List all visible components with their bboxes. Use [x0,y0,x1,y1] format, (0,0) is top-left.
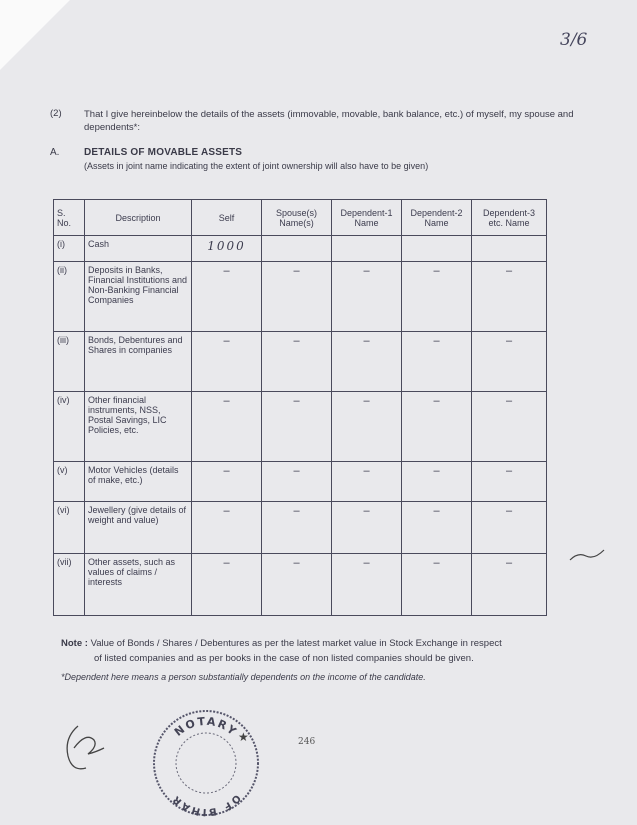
row-spouse-value: – [262,392,332,462]
note-label: Note : [61,638,88,649]
table-row [54,462,547,502]
intro-text: That I give hereinbelow the details of the assets (immovable, movable, bank balance, etc.) of myself, my spouse and dependents*: [84,109,574,133]
folded-corner [0,0,70,70]
header-dependent-2: Dependent-2 Name [402,200,472,236]
page-mark: 246 [298,737,316,747]
seal-bottom-text: OF BIHAR [169,792,243,818]
row-dep3-value [472,236,547,262]
header-dependent-1: Dependent-1 Name [332,200,402,236]
section-letter: A. [50,147,60,158]
table-row [54,392,547,462]
seal-star-icon: ★ [238,730,249,744]
row-dep2-value: – [402,262,472,332]
svg-text:NOTARY [172,715,240,739]
header-dependent-3: Dependent-3 etc. Name [472,200,547,236]
row-self-value: – [192,502,262,554]
seal-top-text: NOTARY [172,714,241,739]
intro-number: (2) [50,108,62,119]
row-dep3-value: – [472,262,547,332]
row-description: Deposits in Banks, Financial Institutions and Non-Banking Financial Companies [85,262,192,332]
dependent-definition: *Dependent here means a person substantially dependents on the income of the candidate. [61,672,426,682]
row-sno: (i) [54,236,85,262]
row-sno: (v) [54,462,85,502]
row-description: Jewellery (give details of weight and value) [85,502,192,554]
row-description: Bonds, Debentures and Shares in companies [85,332,192,392]
row-dep2-value [402,236,472,262]
row-dep2-value: – [402,502,472,554]
section-subtitle: (Assets in joint name indicating the extent of joint ownership will also have to be given) [84,161,429,171]
signature-icon [60,718,110,778]
row-self-value: 1000 [192,236,262,262]
row-dep1-value: – [332,332,402,392]
row-description: Motor Vehicles (details of make, etc.) [85,462,192,502]
row-sno: (vi) [54,502,85,554]
page-number: 3/6 [560,30,588,50]
table-row [54,262,547,332]
row-spouse-value: – [262,554,332,616]
row-dep3-value: – [472,502,547,554]
table-row [54,236,547,262]
row-self-value: – [192,462,262,502]
row-spouse-value [262,236,332,262]
row-dep1-value: – [332,502,402,554]
row-dep3-value: – [472,462,547,502]
section-title: DETAILS OF MOVABLE ASSETS [84,147,243,158]
svg-text:OF BIHAR [170,792,242,817]
note-line-1: Value of Bonds / Shares / Debentures as per the latest market value in Stock Exchange in respect [90,638,502,649]
row-spouse-value: – [262,332,332,392]
row-dep1-value: – [332,554,402,616]
row-self-value: – [192,262,262,332]
row-dep1-value: – [332,392,402,462]
row-dep2-value: – [402,332,472,392]
row-dep1-value: – [332,462,402,502]
row-sno: (vii) [54,554,85,616]
note-line-2: of listed companies and as per books in the case of non listed companies should be given. [94,653,474,664]
valuation-note [61,636,561,666]
row-spouse-value: – [262,462,332,502]
row-dep2-value: – [402,392,472,462]
header-spouse: Spouse(s) Name(s) [262,200,332,236]
row-description: Cash [85,236,192,262]
row-dep3-value: – [472,332,547,392]
header-self: Self [192,200,262,236]
row-description: Other assets, such as values of claims / interests [85,554,192,616]
row-self-value: – [192,392,262,462]
header-sno: S. No. [54,200,85,236]
header-description: Description [85,200,192,236]
row-dep1-value: – [332,262,402,332]
table-row [54,502,547,554]
row-sno: (iv) [54,392,85,462]
handwritten-tick-icon [568,546,606,566]
row-dep3-value: – [472,554,547,616]
table-row [54,332,547,392]
notary-seal-icon [150,707,262,819]
row-spouse-value: – [262,502,332,554]
table-header-row [54,200,547,236]
row-description: Other financial instruments, NSS, Postal Savings, LIC Policies, etc. [85,392,192,462]
row-dep2-value: – [402,462,472,502]
row-sno: (iii) [54,332,85,392]
row-dep2-value: – [402,554,472,616]
row-sno: (ii) [54,262,85,332]
table-row [54,554,547,616]
movable-assets-table [53,199,547,616]
row-spouse-value: – [262,262,332,332]
row-self-value: – [192,332,262,392]
row-dep1-value [332,236,402,262]
row-self-value: – [192,554,262,616]
row-dep3-value: – [472,392,547,462]
